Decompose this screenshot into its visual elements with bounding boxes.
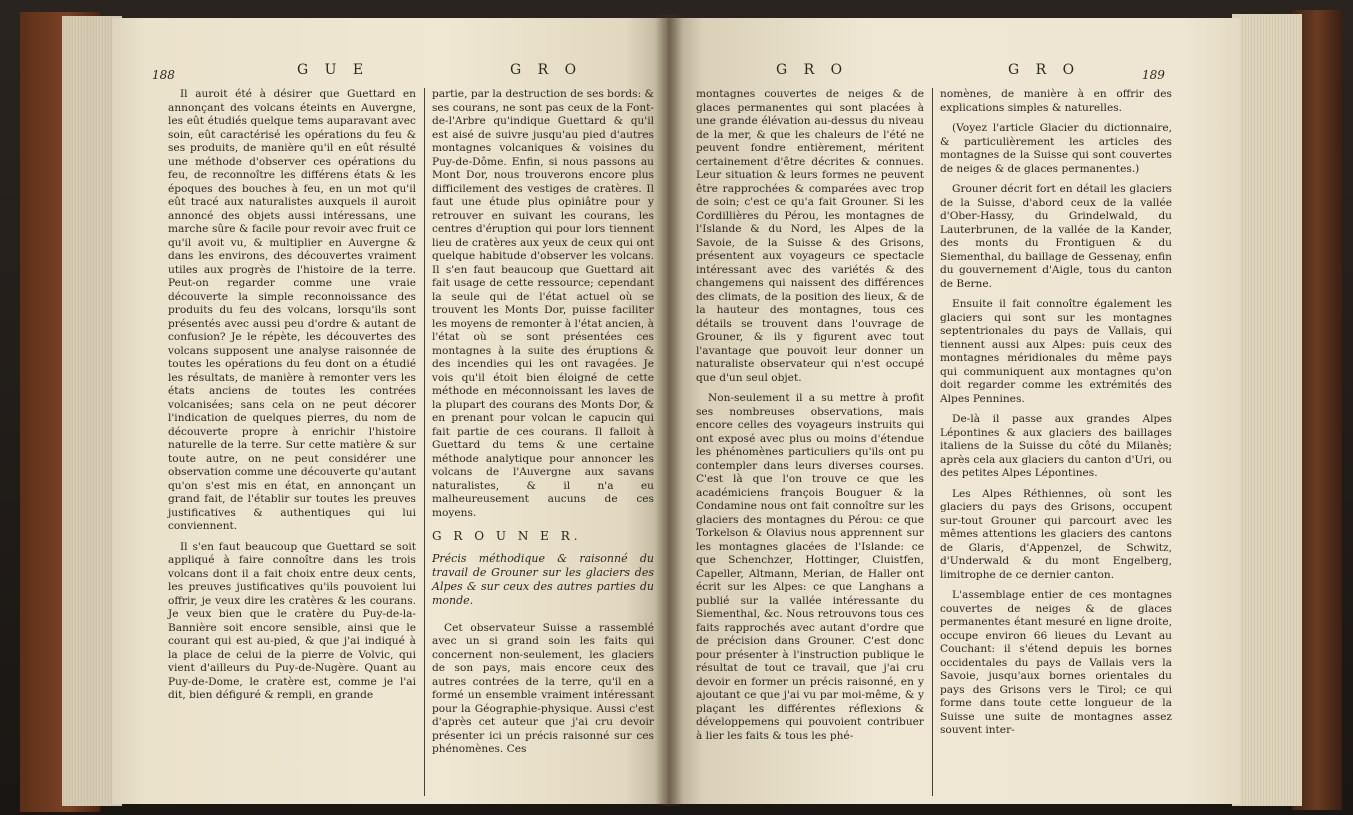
left-page [112, 18, 670, 804]
column-left [168, 88, 416, 710]
paragraph: Cet observateur Suisse a rassemblé avec un si grand soin les faits qui concernent non-seulement, les glaciers de son pays, mais encore ceux des autres contrées de la terre, qu'il en a formé un ensemble vraiment intéressant pour la Géographie-physique. Aussi c'est d'après cet auteur que j'ai cru devoir présenter ici un précis raisonné sur ces phénomènes. Ces [432, 621, 654, 755]
paragraph: De-là il passe aux grandes Alpes Lépontines & aux glaciers des baillages italiens de la Suisse du côté du Milanès; après cela aux glaciers du canton d'Uri, ou des petites Alpes Lépontines. [940, 413, 1172, 479]
paragraph: Les Alpes Réthiennes, où sont les glaciers du pays des Grisons, occupent sur-tout Grouner qui parcourt avec les mêmes attentions les glaciers des cantons de Glaris, d'Appenzel, de Schwitz, d'Underwald & du mont Engelberg, limitrophe de ce dernier canton. [940, 487, 1172, 581]
paragraph: Grouner décrit fort en détail les glaciers de la Suisse, d'abord ceux de la vallée d'Ober-Hassy, du Grindelwald, du Lauterbrunen, de la vallée de la Kander, des monts du Frontiguen & du Siementhal, du baillage de Gessenay, enfin du gouvernement d'Aigle, tous du canton de Berne. [940, 183, 1172, 290]
paragraph: L'assemblage entier de ces montagnes couvertes de neiges & de glaces permanentes étant mesuré en ligne droite, occupe environ 66 lieues du Levant au Couchant: il s'étend depuis les bornes occidentales du pays de Vallais vers la Savoie, jusqu'aux bornes orientales du pays des Grisons vers le Tirol; ce qui forme dans toute cette longueur de la Suisse une suite de montagnes assez souvent inter- [940, 589, 1172, 736]
running-header-right: G R O [510, 62, 583, 78]
page-edges-right [1232, 14, 1302, 806]
paragraph: Ensuite il fait connoître également les glaciers qui sont sur les montagnes septentrionales du pays de Vallais, qui tiennent aussi aux Alpes: puis ceux des montagnes méridionales du même pays qui communiquent aux montagnes qu'on doit regarder comme les extrémités des Alpes Pennines. [940, 298, 1172, 405]
running-header-left: G R O [776, 62, 849, 78]
paragraph: Il auroit été à désirer que Guettard en annonçant des volcans éteints en Auvergne, les eût étudiés quelque tems auparavant avec soin, eût caractérisé les opérations du feu & ses produits, de manière qu'il en eût résulté une méthode d'observer ces opérations du feu, de reconnoître les différens états & les époques des bouches à feu, en un mot qu'il eût tracé aux naturalistes auxquels il auroit annoncé des objets aussi intéressans, une marche sûre & facile pour revoir avec fruit ce qu'il avoit vu, & multiplier en Auvergne & dans les environs, des découvertes vraiment utiles aux progrès de l'histoire de la terre. Peut-on regarder comme une vraie découverte la simple reconnoissance des produits du feu des volcans, lorsqu'ils sont présentés avec aussi peu d'ordre & autant de confusion? Je le répète, les découvertes des volcans supposent une analyse raisonnée de toutes les opérations du feu dont on a étudié les résultats, de manière à remonter vers les états anciens de toutes les contrées volcanisées; sans cela on ne peut décorer l'indication de quelques pierres, du nom de découverte propre à enrichir l'histoire naturelle de la terre. Sur cette matière & sur toute autre, on ne peut considérer une observation comme une découverte qu'autant qu'on s'est mis en état, en annonçant un grand fait, de l'établir sur toutes les preuves justificatives & authentiques qui lui conviennent. [168, 88, 416, 532]
page-number: 189 [1142, 68, 1165, 82]
paragraph: nomènes, de manière à en offrir des explications simples & naturelles. [940, 88, 1172, 114]
paragraph: partie, par la destruction de ses bords: & ses courans, ne sont pas ceux de la Font-de-l'Arbre qu'indique Guettard & qu'il est aisé de suivre jusqu'au pied d'autres montagnes volcaniques & voisines du Puy-de-Dôme. Enfin, si nous passons au Mont Dor, nous trouverons encore plus difficilement des vestiges de cratères. Il faut une étude plus opiniâtre pour y retrouver en suivant les courans, les centres d'éruption qui pour lors tiennent lieu de cratères aux yeux de ceux qui ont quelque habitude d'observer les volcans. Il s'en faut beaucoup que Guettard ait fait usage de cette ressource; cependant la seule qui de l'état actuel où se trouvent les Monts Dor, puisse faciliter les moyens de remonter à l'état ancien, à l'état où se sont présentées ces montagnes à la suite des éruptions & des incendies qui les ont ravagées. Je vois qu'il étoit bien éloigné de cette méthode en méconnoissant les laves de la plupart des courans des Monts Dor, & en prenant pour volcan le capucin qui fait partie de ces courans. Il falloit à Guettard du tems & une certaine méthode analytique pour annoncer les volcans de l'Auvergne aux savans naturalistes, & il n'a eu malheureusement aucuns de ces moyens. [432, 88, 654, 519]
column-right [432, 88, 654, 764]
section-subtitle: Précis méthodique & raisonné du travail de Grouner sur les glaciers des Alpes & sur ceux des autres parties du monde. [432, 551, 654, 607]
column-left [696, 88, 924, 750]
paragraph: Non-seulement il a su mettre à profit ses nombreuses observations, mais encore celles des voyageurs instruits qui ont exposé avec plus ou moins d'étendue les phénomènes particuliers qu'ils ont pu contempler dans leurs diverses courses. C'est là que l'on trouve ce que les académiciens françois Bouguer & la Condamine nous ont fait connoître sur les glaciers des montagnes du Pérou: ce que Torkelson & Olavius nous apprennent sur les montagnes glacées de l'Islande: ce que Schenchzer, Hottinger, Cluistfen, Capeller, Altmann, Merian, de Haller ont écrit sur les Alpes: ce que Langhans a publié sur la vallée intéressante du Siementhal, &c. Nous retrouvons tous ces faits rapprochés avec autant d'ordre que de précision dans Grouner. C'est donc pour présenter à l'instruction publique le résultat de tout ce travail, que j'ai cru devoir en former un précis raisonné, en y ajoutant ce que j'ai vu par moi-même, & y plaçant les différentes réflexions & développemens qui pouvoient contribuer à lier les faits & tous les phé- [696, 392, 924, 742]
right-page [668, 18, 1240, 804]
book-gutter [655, 14, 683, 806]
column-rule [424, 88, 425, 796]
running-header-right: G R O [1008, 62, 1081, 78]
page-number: 188 [152, 68, 175, 82]
running-header-left: G U E [297, 62, 370, 78]
paragraph: Il s'en faut beaucoup que Guettard se soit appliqué à faire connoître dans les trois volcans dont il a fait choix entre deux cents, les preuves justificatives qu'ils pouvoient lui offrir, je veux dire les cratères & les courans. Je veux bien que le cratère du Puy-de-la-Bannière soit encore sensible, ainsi que le courant qui est au-pied, & que j'ai indiqué à la place de celui de la pierre de Volvic, qui vient d'ailleurs du Puy-de-Nugère. Quant au Puy-de-Dome, le cratère est, comme je l'ai dit, bien défiguré & rempli, en grande [168, 540, 416, 701]
section-title: G R O U N E R. [432, 529, 582, 543]
column-rule [932, 88, 933, 796]
paragraph: (Voyez l'article Glacier du dictionnaire, & particulièrement les articles des montagnes de la Suisse qui sont couvertes de neiges & de glaces permanentes.) [940, 122, 1172, 175]
column-right [940, 88, 1172, 745]
paragraph: montagnes couvertes de neiges & de glaces permanentes qui sont placées à une grande élévation au-dessus du niveau de la mer, & que les chaleurs de l'été ne peuvent fondre entièrement, méritent certainement d'être décrites & connues. Leur situation & leurs formes ne peuvent être rapprochées & comparées avec trop de soin; c'est ce qu'a fait Grouner. Si les Cordillières du Pérou, les montagnes de l'Islande & du Nord, les Alpes de la Savoie, de la Suisse & des Grisons, présentent aux voyageurs ce spectacle intéressant avec des variétés & des changemens qui naissent des différences des climats, de la position des lieux, & de la hauteur des montagnes, tous ces détails se trouvent dans l'ouvrage de Grouner, & ils y figurent avec tout l'avantage que pouvoit leur donner un naturaliste observateur qui n'est occupé que d'un seul objet. [696, 88, 924, 384]
